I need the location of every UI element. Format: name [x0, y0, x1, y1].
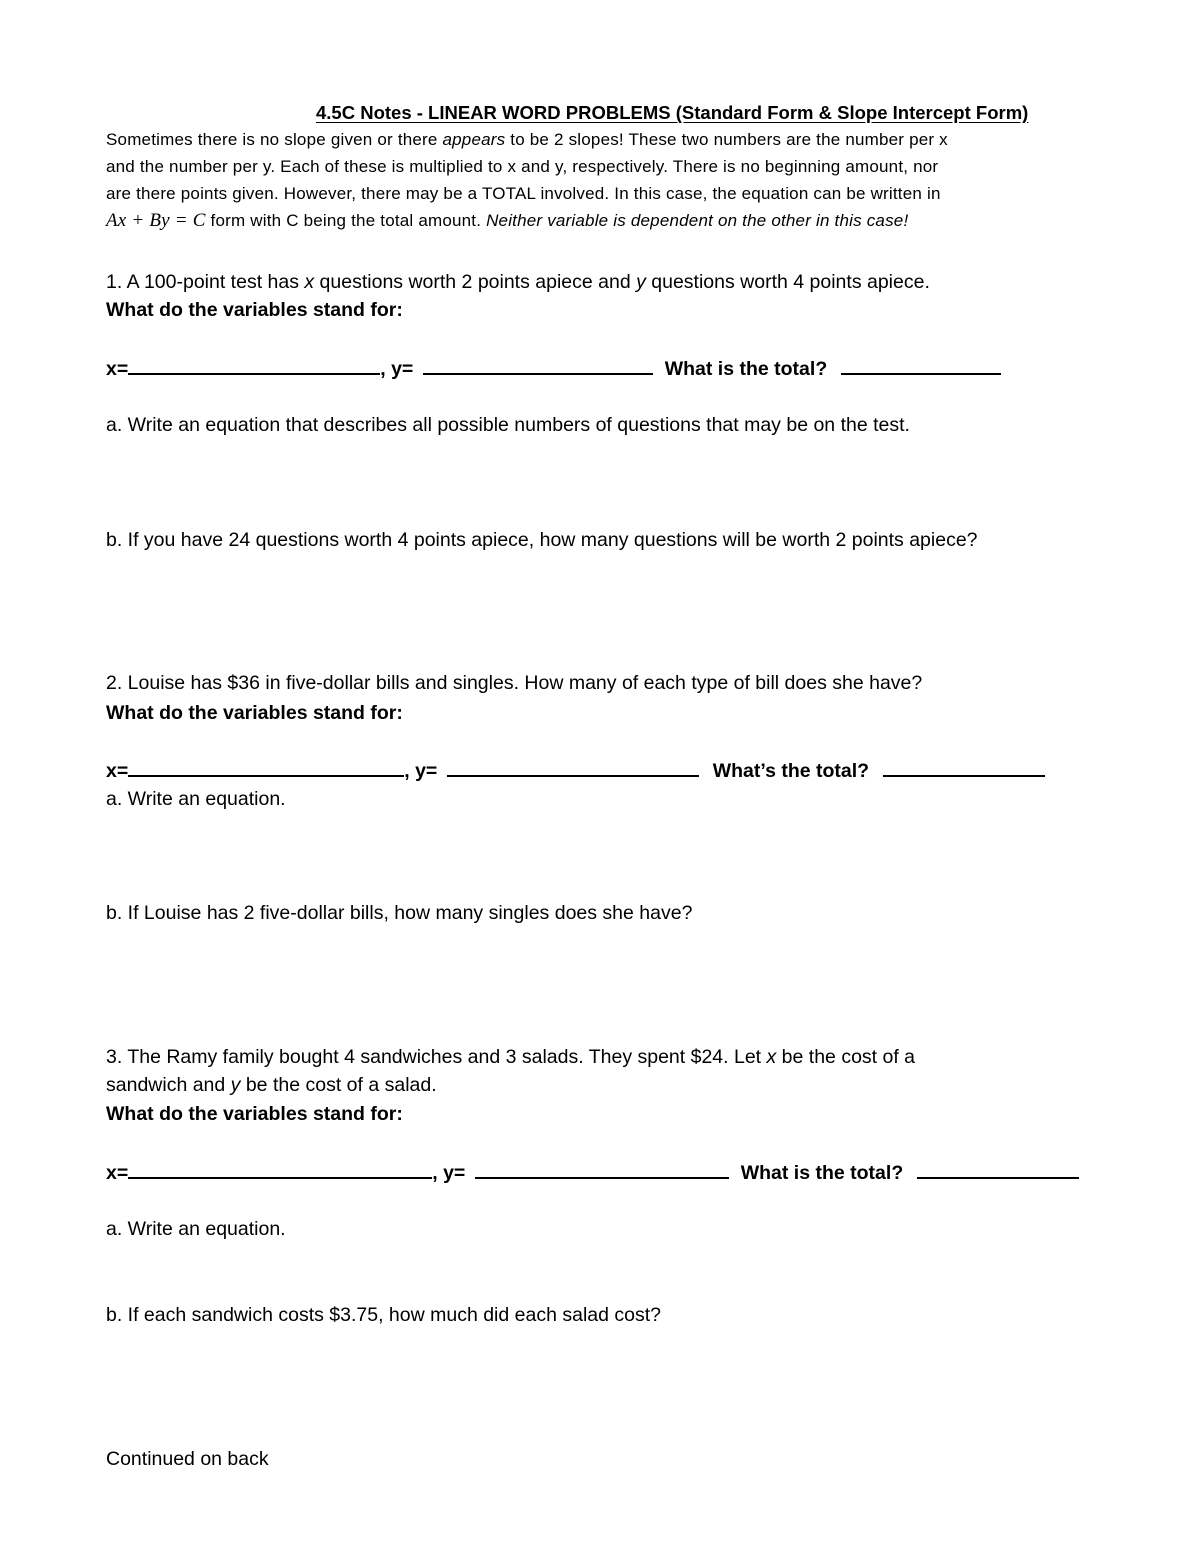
- problem-2-part-b: b. If Louise has 2 five-dollar bills, how many singles does she have?: [106, 902, 693, 924]
- problem-3-statement-line-1: [106, 1044, 915, 1070]
- y-label: , y=: [380, 358, 419, 380]
- total-label: What is the total?: [740, 1162, 904, 1184]
- total-label: What is the total?: [664, 358, 828, 380]
- standard-form-equation: Ax + By = C: [106, 210, 206, 231]
- problem-text: be the cost of a: [776, 1046, 916, 1068]
- total-answer-blank[interactable]: [917, 1159, 1079, 1179]
- page-title: 4.5C Notes - LINEAR WORD PROBLEMS (Standard Form & Slope Intercept Form): [316, 102, 1029, 123]
- problem-2-variables-prompt: What do the variables stand for:: [106, 702, 403, 724]
- x-answer-blank[interactable]: [128, 757, 404, 777]
- x-label: x=: [106, 1162, 129, 1184]
- x-answer-blank[interactable]: [128, 1159, 432, 1179]
- problem-1-variables-prompt: What do the variables stand for:: [106, 299, 403, 321]
- intro-text: to be 2 slopes! These two numbers are the number per x: [505, 130, 948, 149]
- intro-line-3: are there points given. However, there may be a TOTAL involved. In this case, the equation can be written in: [106, 184, 941, 203]
- intro-text: form with C being the total amount.: [205, 211, 487, 230]
- problem-3-variables-prompt: What do the variables stand for:: [106, 1103, 403, 1125]
- problem-2-statement: 2. Louise has $36 in five-dollar bills and singles. How many of each type of bill does she have?: [106, 672, 923, 694]
- problem-1-part-a: a. Write an equation that describes all possible numbers of questions that may be on the test.: [106, 414, 910, 436]
- x-answer-blank[interactable]: [128, 355, 380, 375]
- variable-x: x: [766, 1046, 777, 1068]
- problem-text: questions worth 2 points apiece and: [314, 271, 637, 293]
- y-answer-blank[interactable]: [423, 355, 653, 375]
- variable-x: x: [304, 271, 315, 293]
- continued-note: Continued on back: [106, 1448, 269, 1470]
- problem-text: 1. A 100-point test has: [106, 271, 305, 293]
- problem-2-part-a: a. Write an equation.: [106, 788, 286, 810]
- intro-text: Sometimes there is no slope given or there: [106, 130, 443, 149]
- intro-line-4: [106, 208, 908, 234]
- y-label: , y=: [404, 760, 443, 782]
- total-label: What’s the total?: [712, 760, 870, 782]
- intro-emphasis: Neither variable is dependent on the other in this case!: [486, 211, 909, 230]
- y-label: , y=: [432, 1162, 471, 1184]
- total-answer-blank[interactable]: [841, 355, 1001, 375]
- y-answer-blank[interactable]: [447, 757, 699, 777]
- problem-2-answer-row: [106, 757, 1045, 784]
- problem-1-statement: [106, 269, 930, 295]
- problem-3-part-a: a. Write an equation.: [106, 1218, 286, 1240]
- problem-text: questions worth 4 points apiece.: [645, 271, 930, 293]
- y-answer-blank[interactable]: [475, 1159, 729, 1179]
- intro-line-1: [106, 127, 948, 153]
- total-answer-blank[interactable]: [883, 757, 1045, 777]
- problem-text: sandwich and: [106, 1074, 231, 1096]
- problem-3-part-b: b. If each sandwich costs $3.75, how much did each salad cost?: [106, 1304, 661, 1326]
- x-label: x=: [106, 358, 129, 380]
- problem-text: 3. The Ramy family bought 4 sandwiches and 3 salads. They spent $24. Let: [106, 1046, 767, 1068]
- variable-y: y: [230, 1074, 241, 1096]
- intro-line-2: and the number per y. Each of these is multiplied to x and y, respectively. There is no beginning amount, nor: [106, 157, 939, 176]
- problem-text: be the cost of a salad.: [240, 1074, 437, 1096]
- x-label: x=: [106, 760, 129, 782]
- problem-3-answer-row: [106, 1159, 1079, 1186]
- problem-3-statement-line-2: [106, 1072, 437, 1098]
- problem-1-part-b: b. If you have 24 questions worth 4 points apiece, how many questions will be worth 2 points apiece?: [106, 529, 978, 551]
- variable-y: y: [636, 271, 646, 293]
- problem-1-answer-row: [106, 355, 1001, 382]
- intro-emphasis: appears: [442, 130, 506, 149]
